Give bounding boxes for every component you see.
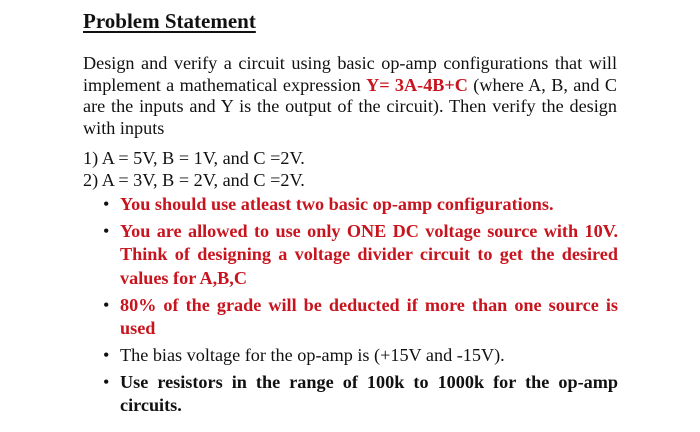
paragraph-intro: Design and verify a circuit using basic op-amp configurations that will implement a mathematical expression	[83, 53, 617, 95]
requirements-list	[100, 193, 618, 421]
bullet-text: The bias voltage for the op-amp is (+15V and -15V).	[120, 344, 505, 365]
bullet-icon: •	[103, 344, 110, 365]
bullet-icon: •	[103, 294, 110, 315]
bullet-text: 80% of the grade will be deducted if more than one source is used	[120, 294, 618, 339]
list-item	[100, 371, 618, 418]
bullet-text: You are allowed to use only ONE DC voltage source with 10V. Think of designing a voltage divider circuit to get the desired values for A,B,C	[120, 220, 618, 288]
bullet-text: Use resistors in the range of 100k to 1000k for the op-amp circuits.	[120, 371, 618, 416]
list-item	[100, 294, 618, 341]
bullet-text: You should use atleast two basic op-amp configurations.	[120, 194, 554, 214]
list-item	[100, 220, 618, 291]
expression-highlight: Y= 3A-4B+C	[366, 74, 468, 95]
bullet-icon: •	[103, 194, 110, 214]
list-item	[100, 193, 618, 217]
paragraph-rest: (where A, B, and C are the inputs and Y is the output of the circuit). Then verify the design with inputs	[83, 74, 617, 139]
section-title: Problem Statement	[83, 9, 256, 33]
test-case-2: 2) A = 3V, B = 2V, and C =2V.	[83, 170, 305, 190]
bullet-icon: •	[103, 220, 110, 241]
problem-paragraph	[83, 53, 617, 140]
test-case-1: 1) A = 5V, B = 1V, and C =2V.	[83, 148, 305, 168]
list-item	[100, 344, 618, 368]
bullet-icon: •	[103, 371, 110, 392]
